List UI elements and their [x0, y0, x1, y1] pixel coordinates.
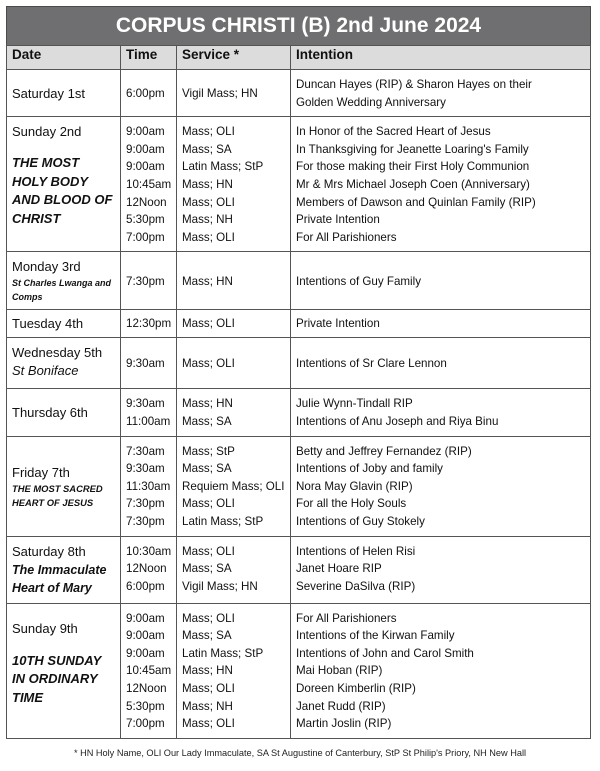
- intention-cell: Private Intention: [296, 213, 380, 227]
- intention-cell: Intentions of Guy Stokely: [296, 514, 425, 528]
- service-cell: Mass; HN: [182, 274, 233, 288]
- feast-label: AND BLOOD OF: [12, 192, 113, 208]
- intention-cell: Betty and Jeffrey Fernandez (RIP): [296, 444, 472, 458]
- intention-cell: For all the Holy Souls: [296, 497, 407, 511]
- time-cell: 10:30am: [126, 544, 172, 558]
- time-cell: 9:00am: [126, 629, 165, 643]
- time-cell: 11:30am: [126, 479, 171, 493]
- service-cell: Mass; SA: [182, 414, 232, 428]
- day-label: Monday 3rd: [12, 259, 81, 275]
- time-cell: 12:30pm: [126, 317, 172, 331]
- service-cell: Mass; OLI: [182, 317, 235, 331]
- time-cell: 6:00pm: [126, 86, 165, 100]
- service-cell: Requiem Mass; OLI: [182, 479, 285, 493]
- service-cell: Mass; HN: [182, 177, 233, 191]
- feast-label: TIME: [12, 689, 44, 705]
- time-cell: 7:30pm: [126, 274, 165, 288]
- time-cell: 7:30pm: [126, 497, 165, 511]
- feast-label: HOLY BODY: [12, 173, 89, 189]
- service-cell: Mass; OLI: [182, 357, 235, 371]
- header-date: Date: [7, 46, 121, 70]
- feast-label: CHRIST: [12, 210, 61, 226]
- table-row: [7, 536, 591, 603]
- footnote: * HN Holy Name, OLI Our Lady Immaculate, SA St Augustine of Canterbury, StP St Philip's Priory, NH New Hall: [73, 748, 527, 758]
- table-row: [7, 117, 591, 252]
- header-time: Time: [121, 46, 177, 70]
- day-label: Thursday 6th: [12, 404, 88, 420]
- schedule-sheet: [6, 6, 591, 739]
- service-cell: Mass; HN: [182, 397, 233, 411]
- service-cell: Vigil Mass; HN: [182, 579, 258, 593]
- service-cell: Latin Mass; StP: [182, 646, 264, 660]
- service-cell: Mass; SA: [182, 462, 232, 476]
- time-cell: 10:45am: [126, 664, 172, 678]
- time-cell: 5:30pm: [126, 699, 165, 713]
- table-row: [7, 603, 591, 738]
- intention-cell: Members of Dawson and Quinlan Family (RIP): [296, 195, 536, 209]
- feast-label: IN ORDINARY: [12, 671, 98, 687]
- service-cell: Mass; OLI: [182, 611, 235, 625]
- intention-cell: Intentions of Sr Clare Lennon: [296, 357, 447, 371]
- service-cell: Mass; OLI: [182, 125, 235, 139]
- feast-label: St Charles Lwanga and: [12, 278, 112, 289]
- table-row: [7, 389, 591, 436]
- intention-cell: Duncan Hayes (RIP) & Sharon Hayes on their: [296, 78, 532, 91]
- service-cell: Mass; OLI: [182, 230, 235, 244]
- feast-label: 10TH SUNDAY: [12, 652, 102, 668]
- intention-cell: In Thanksgiving for Jeanette Loaring's Family: [296, 142, 529, 156]
- service-cell: Latin Mass; StP: [182, 160, 264, 174]
- intention-cell: Intentions of the Kirwan Family: [296, 629, 455, 643]
- intention-cell: Martin Joslin (RIP): [296, 717, 392, 731]
- feast-label: THE MOST: [12, 155, 80, 171]
- day-label: Saturday 1st: [12, 85, 85, 101]
- time-cell: 9:30am: [126, 462, 165, 476]
- day-label: Saturday 8th: [12, 543, 86, 559]
- service-cell: Mass; OLI: [182, 681, 235, 695]
- feast-label: THE MOST SACRED: [12, 482, 103, 494]
- feast-label: HEART OF JESUS: [12, 496, 94, 508]
- intention-cell: Julie Wynn-Tindall RIP: [296, 397, 413, 411]
- table-row: [7, 70, 591, 117]
- intention-cell: Mai Hoban (RIP): [296, 664, 383, 678]
- intention-cell: Intentions of John and Carol Smith: [296, 646, 474, 660]
- time-cell: 9:00am: [126, 646, 165, 660]
- intention-cell: For those making their First Holy Communion: [296, 160, 530, 174]
- day-label: Wednesday 5th: [12, 345, 103, 361]
- service-cell: Mass; OLI: [182, 544, 235, 558]
- time-cell: 9:00am: [126, 125, 165, 139]
- intention-cell: For All Parishioners: [296, 611, 397, 625]
- feast-label: Comps: [12, 292, 43, 303]
- intention-cell: Golden Wedding Anniversary: [296, 95, 446, 109]
- intention-cell: Intentions of Anu Joseph and Riya Binu: [296, 414, 499, 428]
- time-cell: 12Noon: [126, 562, 167, 576]
- time-cell: 9:00am: [126, 611, 165, 625]
- intention-cell: Janet Rudd (RIP): [296, 699, 386, 713]
- intention-cell: Intentions of Helen Risi: [296, 544, 416, 558]
- service-cell: Mass; StP: [182, 444, 235, 458]
- service-cell: Mass; OLI: [182, 717, 235, 731]
- mass-schedule-table: [6, 45, 591, 739]
- time-cell: 9:00am: [126, 142, 165, 156]
- time-cell: 5:30pm: [126, 213, 165, 227]
- header-service: Service *: [177, 46, 291, 70]
- feast-label: St Boniface: [12, 363, 79, 379]
- service-cell: Mass; SA: [182, 142, 232, 156]
- intention-cell: In Honor of the Sacred Heart of Jesus: [296, 125, 491, 139]
- feast-label: The Immaculate: [12, 562, 107, 577]
- intention-cell: Nora May Glavin (RIP): [296, 479, 413, 493]
- service-cell: Mass; NH: [182, 699, 233, 713]
- time-cell: 12Noon: [126, 195, 167, 209]
- time-cell: 10:45am: [126, 177, 172, 191]
- service-cell: Mass; SA: [182, 629, 232, 643]
- service-cell: Mass; SA: [182, 562, 232, 576]
- day-label: Tuesday 4th: [12, 315, 84, 331]
- time-cell: 9:30am: [126, 357, 165, 371]
- time-cell: 7:30am: [126, 444, 165, 458]
- intention-cell: For All Parishioners: [296, 230, 397, 244]
- table-row: [7, 436, 591, 536]
- service-cell: Mass; OLI: [182, 195, 235, 209]
- time-cell: 7:00pm: [126, 230, 165, 244]
- table-row: [7, 338, 591, 389]
- time-cell: 7:00pm: [126, 717, 165, 731]
- feast-label: Heart of Mary: [12, 581, 92, 596]
- service-cell: Latin Mass; StP: [182, 514, 264, 528]
- intention-cell: Intentions of Guy Family: [296, 274, 422, 288]
- service-cell: Vigil Mass; HN: [182, 86, 258, 100]
- intention-cell: Mr & Mrs Michael Joseph Coen (Anniversary): [296, 177, 530, 191]
- page-title: CORPUS CHRISTI (B) 2nd June 2024: [6, 6, 591, 45]
- service-cell: Mass; HN: [182, 664, 233, 678]
- intention-cell: Severine DaSilva (RIP): [296, 579, 416, 593]
- table-header-row: [7, 46, 591, 70]
- intention-cell: Private Intention: [296, 317, 380, 331]
- intention-cell: Intentions of Joby and family: [296, 462, 443, 476]
- intention-cell: Doreen Kimberlin (RIP): [296, 681, 416, 695]
- time-cell: 11:00am: [126, 414, 171, 428]
- time-cell: 9:30am: [126, 397, 165, 411]
- time-cell: 6:00pm: [126, 579, 165, 593]
- time-cell: 7:30pm: [126, 514, 165, 528]
- time-cell: 12Noon: [126, 681, 167, 695]
- table-row: [7, 310, 591, 338]
- table-row: [7, 252, 591, 310]
- day-label: Sunday 9th: [12, 620, 78, 636]
- service-cell: Mass; NH: [182, 213, 233, 227]
- service-cell: Mass; OLI: [182, 497, 235, 511]
- time-cell: 9:00am: [126, 160, 165, 174]
- header-intention: Intention: [291, 46, 591, 70]
- day-label: Friday 7th: [12, 464, 70, 480]
- intention-cell: Janet Hoare RIP: [296, 562, 382, 576]
- day-label: Sunday 2nd: [12, 124, 82, 140]
